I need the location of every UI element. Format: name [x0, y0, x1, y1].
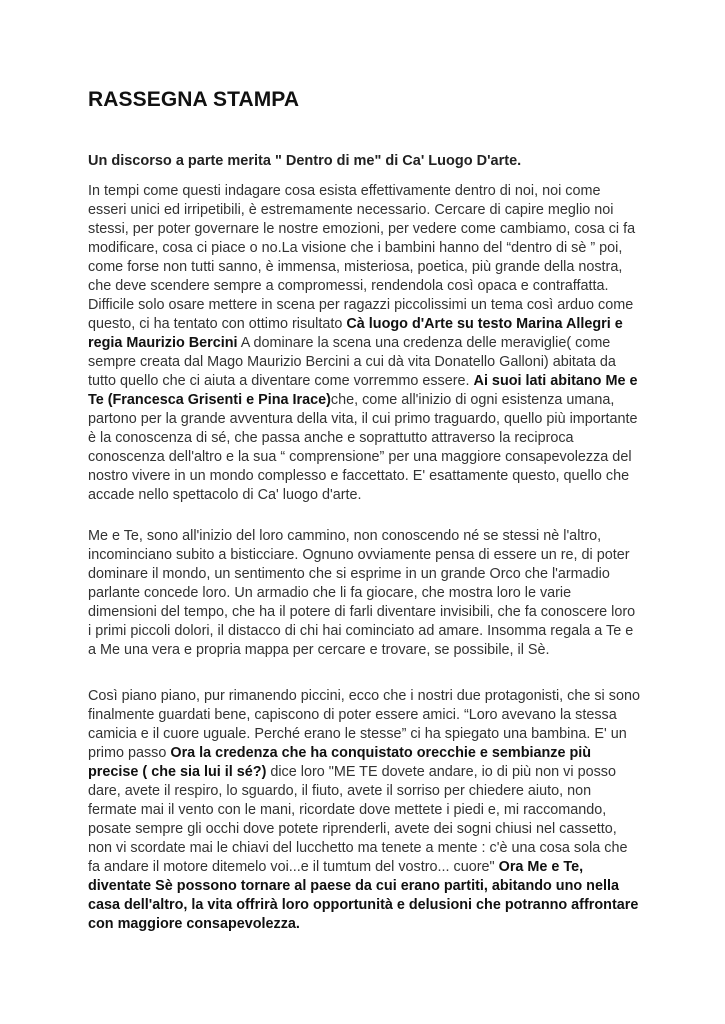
paragraph-1-bold-1: Cà luogo d'Arte su testo Marina Allegri e regia Maurizio Bercini	[88, 316, 623, 351]
paragraph-3-bold-2: Ora Me e Te, diventate Sè possono tornare al paese da cui erano partiti, abitando uno nella casa dell'altro, la vita offrirà loro opportunità e delusioni che potranno affrontare con maggiore consapevolezza.	[88, 859, 639, 932]
paragraph-1-text-3: che, come all'inizio di ogni esistenza umana, partono per la grande avventura della vita, il cui primo traguardo, quello più importante è la conoscenza di sé, che passa anche e soprattutto attraverso la reciproca conoscenza dell'altro e la sua “ comprensione” per una maggiore consapevolezza del nostro vivere in un mondo complesso e faccettato. E' esattamente questo, quello che accade nello spettacolo di Ca' luogo d'arte.	[88, 392, 638, 503]
paragraph-1-text-2: A dominare la scena una credenza delle meraviglie( come sempre creata dal Mago Maurizio Bercini a cui dà vita Donatello Galloni) abitata da tutto quello che ci aiuta a diventare come vorremmo essere.	[88, 335, 616, 389]
paragraph-1-bold-2: Ai suoi lati abitano Me e Te (Francesca Grisenti e Pina Irace)	[88, 373, 638, 408]
paragraph-3-bold-1: Ora la credenza che ha conquistato orecchie e sembianze più precise ( che sia lui il sé?)	[88, 745, 592, 780]
paragraph-1	[88, 182, 640, 505]
paragraph-2: Me e Te, sono all'inizio del loro cammino, non conoscendo né se stessi nè l'altro, incominciano subito a bisticciare. Ognuno ovviamente pensa di essere un re, di poter dominare il mondo, un sentimento che si esprime in un grande Orco che l'armadio parlante concede loro. Un armadio che li fa giocare, che mostra loro le varie dimensioni del tempo, che ha il potere di farli diventare invisibili, che fa conoscere loro i primi piccoli dolori, il distacco di chi hai cominciato ad amare. Insomma regala a Te e a Me una vera e propria mappa per cercare e trovare, se possibile, il Sè.	[88, 528, 636, 658]
article-subtitle: Un discorso a parte merita " Dentro di me" di Ca' Luogo D'arte.	[88, 153, 522, 169]
paragraph-1-text-1: In tempi come questi indagare cosa esista effettivamente dentro di noi, noi come esseri unici ed irripetibili, è estremamente necessario. Cercare di capire meglio noi stessi, per poter governare le nostre emozioni, per vedere come cambiamo, cosa ci fa modificare, cosa ci piace o no.La visione che i bambini hanno del “dentro di sè ” poi, come forse non tutti sanno, è immensa, misteriosa, poetica, più grande della nostra, che deve scendere sempre a compromessi, rendendola così opaca e contraffatta. Difficile solo osare mettere in scena per ragazzi piccolissimi un tema così arduo come questo, ci ha tentato con ottimo risultato	[88, 183, 636, 332]
paragraph-3-text-1: Così piano piano, pur rimanendo piccini, ecco che i nostri due protagonisti, che si sono finalmente guardati bene, capiscono di poter essere amici. “Loro avevano la stessa camicia e il cuore uguale. Perché erano le stesse” ci ha spiegato una bambina. E' un primo passo	[88, 688, 640, 761]
page-title: RASSEGNA STAMPA	[88, 88, 300, 111]
paragraph-3	[88, 687, 640, 934]
paragraph-3-text-2: dice loro "ME TE dovete andare, io di più non vi posso dare, avete il respiro, lo sguardo, il fiuto, avete il sorriso per chiedere aiuto, non fermate mai il vento con le mani, ricordate dove mettete i piedi e, mi raccomando, posate sempre gli occhi dove potete riprenderli, avete dei sogni chiusi nel cassetto, non vi scordate mai le chiavi del lucchetto ma tenete a mente : c'è una cosa sola che fa andare il motore ditemelo voi...e il tumtum del vostro... cuore"	[88, 764, 628, 875]
